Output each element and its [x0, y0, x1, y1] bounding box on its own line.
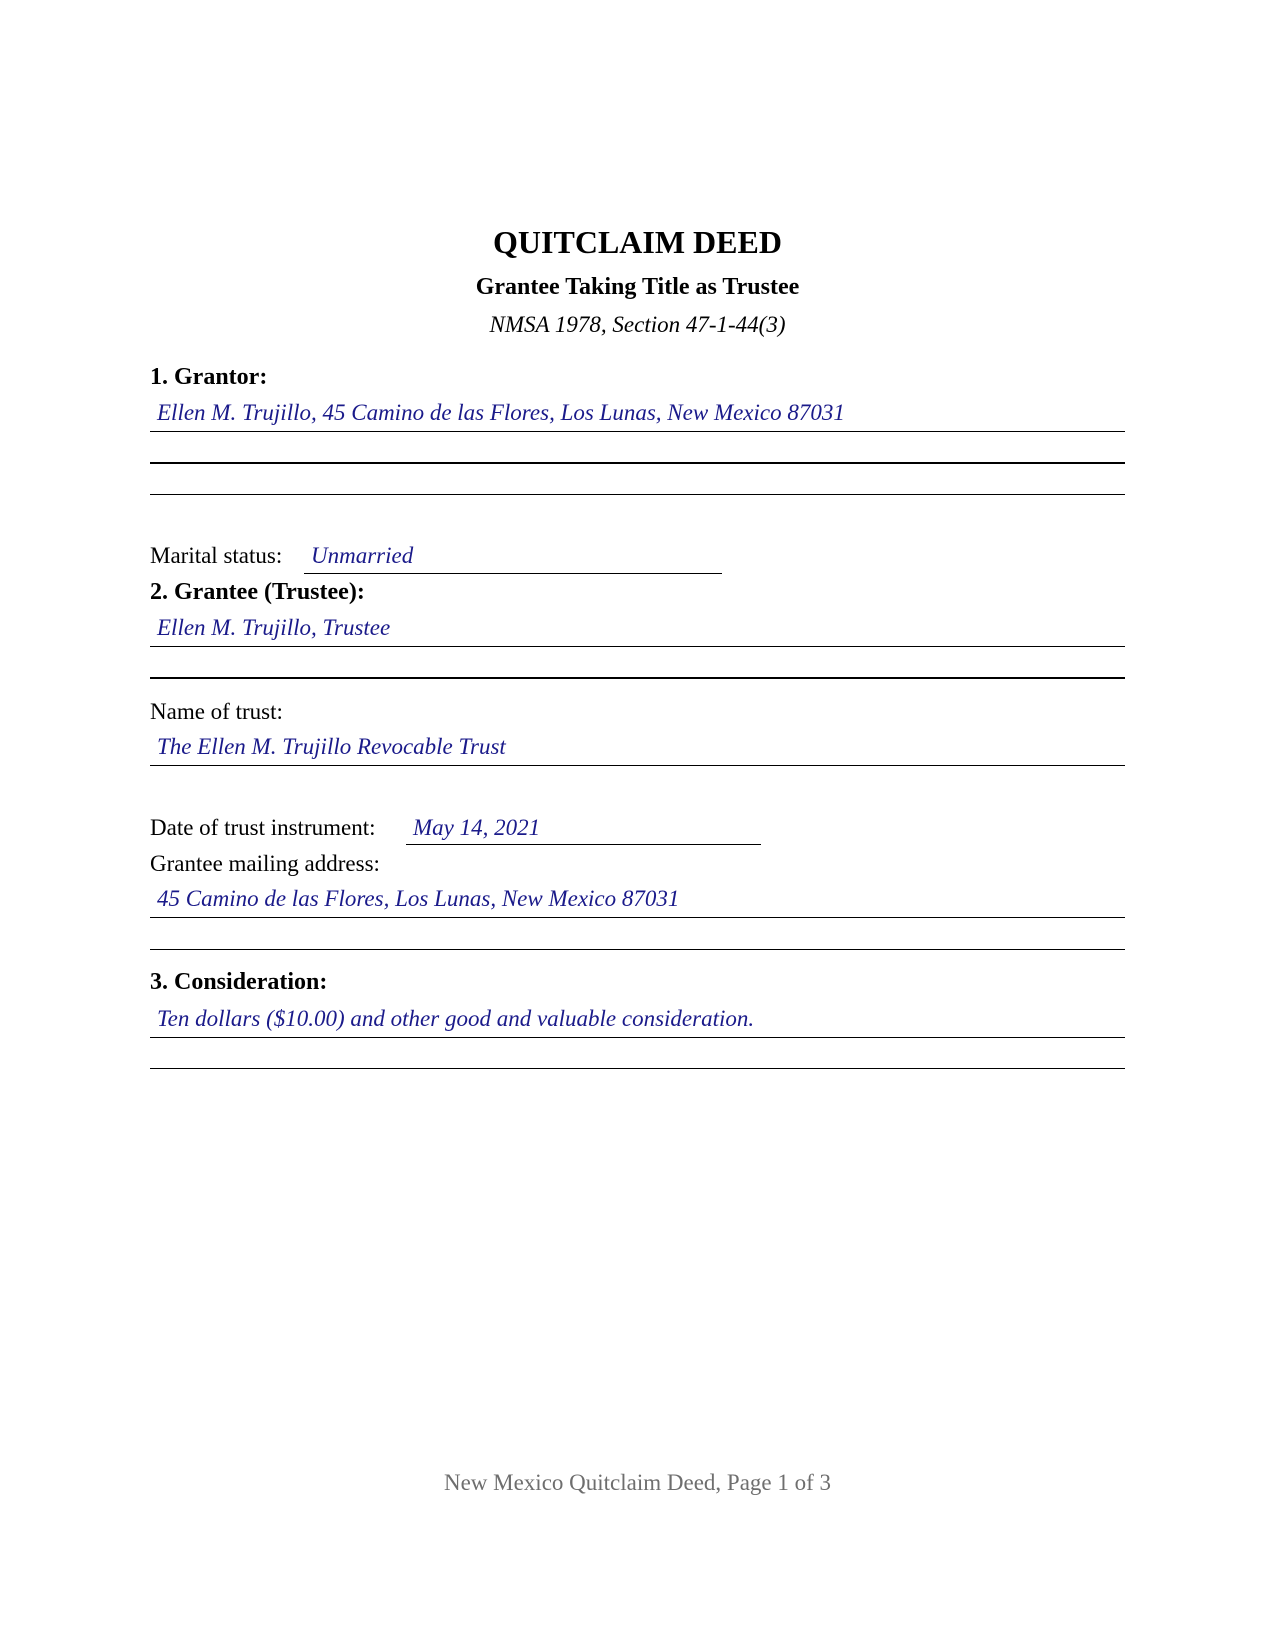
- grantor-name-address: Ellen M. Trujillo, 45 Camino de las Flores, Los Lunas, New Mexico 87031: [157, 400, 845, 425]
- document-subtitle: Grantee Taking Title as Trustee: [475, 274, 800, 300]
- grantee-line-2: [150, 677, 1125, 679]
- grantee-name: Ellen M. Trujillo, Trustee: [157, 615, 391, 640]
- mailing-address-label: Grantee mailing address:: [150, 851, 380, 876]
- grantor-heading: 1. Grantor:: [150, 364, 268, 390]
- grantee-line-1: [150, 646, 1125, 647]
- page-footer: New Mexico Quitclaim Deed, Page 1 of 3: [443, 1470, 832, 1495]
- mailing-address-line-2: [150, 949, 1125, 950]
- grantor-line-1: [150, 431, 1125, 432]
- trust-name-value: The Ellen M. Trujillo Revocable Trust: [157, 734, 506, 759]
- mailing-address-line-1: [150, 917, 1125, 918]
- consideration-value: Ten dollars ($10.00) and other good and valuable consideration.: [157, 1006, 755, 1031]
- trust-name-line: [150, 765, 1125, 766]
- trust-date-line: [406, 844, 761, 845]
- consideration-line-2: [150, 1068, 1125, 1069]
- trust-date-value: May 14, 2021: [413, 815, 541, 840]
- marital-status-label: Marital status:: [150, 543, 283, 568]
- consideration-heading: 3. Consideration:: [150, 969, 328, 995]
- marital-status-line: [304, 573, 722, 574]
- marital-status-value: Unmarried: [311, 543, 414, 568]
- statute-citation: NMSA 1978, Section 47-1-44(3): [489, 312, 786, 337]
- document-title: QUITCLAIM DEED: [493, 224, 782, 260]
- grantor-line-3: [150, 494, 1125, 495]
- grantor-line-2: [150, 462, 1125, 464]
- mailing-address-value: 45 Camino de las Flores, Los Lunas, New Mexico 87031: [157, 886, 680, 911]
- grantee-heading: 2. Grantee (Trustee):: [150, 579, 365, 605]
- trust-name-label: Name of trust:: [150, 699, 283, 724]
- trust-date-label: Date of trust instrument:: [150, 815, 376, 840]
- consideration-line-1: [150, 1037, 1125, 1038]
